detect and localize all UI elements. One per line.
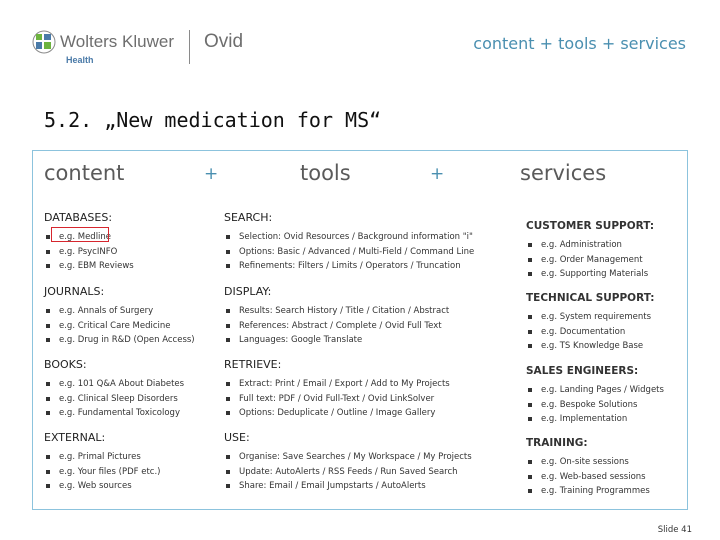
section-title: USE:: [224, 431, 250, 444]
section-retrieve: [224, 358, 450, 421]
list-item: e.g. Bespoke Solutions: [526, 398, 664, 413]
slide-number: Slide 41: [657, 525, 692, 535]
column-header-tools: tools: [300, 161, 351, 185]
section-journals: [44, 285, 195, 348]
list-item: Extract: Print / Email / Export / Add to My Projects: [224, 377, 450, 392]
list-item: e.g. PsycINFO: [44, 245, 134, 260]
list-item: Languages: Google Translate: [224, 333, 449, 348]
list-item: e.g. Annals of Surgery: [44, 304, 195, 319]
list-item: Results: Search History / Title / Citation / Abstract: [224, 304, 449, 319]
list-item: e.g. Landing Pages / Widgets: [526, 383, 664, 398]
list-item: Full text: PDF / Ovid Full-Text / Ovid LinkSolver: [224, 392, 450, 407]
section-title: SEARCH:: [224, 211, 273, 224]
section-search: [224, 211, 474, 274]
list-item: e.g. Medline: [44, 230, 134, 245]
list-item: Selection: Ovid Resources / Background information "i": [224, 230, 474, 245]
section-title: CUSTOMER SUPPORT:: [526, 220, 655, 232]
list-item: e.g. Order Management: [526, 253, 654, 268]
section-databases: [44, 211, 134, 274]
section-display: [224, 285, 449, 348]
list-item: References: Abstract / Complete / Ovid Full Text: [224, 319, 449, 334]
plus-sign-2: +: [430, 164, 445, 184]
list-item: e.g. TS Knowledge Base: [526, 339, 655, 354]
list-item: Organise: Save Searches / My Workspace / My Projects: [224, 450, 472, 465]
section-title: EXTERNAL:: [44, 431, 106, 444]
list-item: e.g. System requirements: [526, 310, 655, 325]
logo-divider: [189, 30, 190, 64]
section-title: JOURNALS:: [44, 285, 105, 298]
page-title: 5.2. „New medication for MS“: [44, 108, 382, 132]
tagline: content + tools + services: [473, 34, 686, 53]
section-books: [44, 358, 184, 421]
section-external: [44, 431, 161, 494]
section-title: DATABASES:: [44, 211, 113, 224]
list-item: e.g. Critical Care Medicine: [44, 319, 195, 334]
list-item: e.g. EBM Reviews: [44, 259, 134, 274]
list-item: Update: AutoAlerts / RSS Feeds / Run Saved Search: [224, 465, 472, 480]
list-item: Options: Basic / Advanced / Multi-Field / Command Line: [224, 245, 474, 260]
list-item: e.g. Clinical Sleep Disorders: [44, 392, 184, 407]
section-title: TECHNICAL SUPPORT:: [526, 292, 655, 304]
globe-icon: [32, 30, 56, 54]
highlight-box: [51, 227, 109, 242]
section-technical-support: [526, 292, 655, 354]
list-item: e.g. Supporting Materials: [526, 267, 654, 282]
section-title: RETRIEVE:: [224, 358, 282, 371]
list-item: Share: Email / Email Jumpstarts / AutoAlerts: [224, 479, 472, 494]
brand-sub: Health: [66, 55, 94, 65]
section-use: [224, 431, 472, 494]
list-item: e.g. Implementation: [526, 412, 664, 427]
section-title: BOOKS:: [44, 358, 87, 371]
section-title: SALES ENGINEERS:: [526, 365, 639, 377]
list-item: e.g. Drug in R&D (Open Access): [44, 333, 195, 348]
list-item: e.g. Your files (PDF etc.): [44, 465, 161, 480]
column-header-services: services: [520, 161, 607, 185]
section-title: TRAINING:: [526, 437, 588, 449]
list-item: e.g. 101 Q&A About Diabetes: [44, 377, 184, 392]
list-item: e.g. Fundamental Toxicology: [44, 406, 184, 421]
plus-sign-1: +: [204, 164, 219, 184]
list-item: e.g. Administration: [526, 238, 654, 253]
list-item: e.g. Web-based sessions: [526, 470, 650, 485]
list-item: e.g. Training Programmes: [526, 484, 650, 499]
list-item: e.g. On-site sessions: [526, 455, 650, 470]
section-sales-engineers: [526, 365, 664, 427]
brand-name: Wolters Kluwer: [60, 32, 174, 51]
list-item: e.g. Documentation: [526, 325, 655, 340]
section-training: [526, 437, 650, 499]
column-header-content: content: [44, 161, 125, 185]
section-customer-support: [526, 220, 654, 282]
list-item: Options: Deduplicate / Outline / Image Gallery: [224, 406, 450, 421]
section-title: DISPLAY:: [224, 285, 272, 298]
list-item: e.g. Web sources: [44, 479, 161, 494]
list-item: e.g. Primal Pictures: [44, 450, 161, 465]
list-item: Refinements: Filters / Limits / Operators / Truncation: [224, 259, 474, 274]
product-name: Ovid: [204, 31, 244, 52]
